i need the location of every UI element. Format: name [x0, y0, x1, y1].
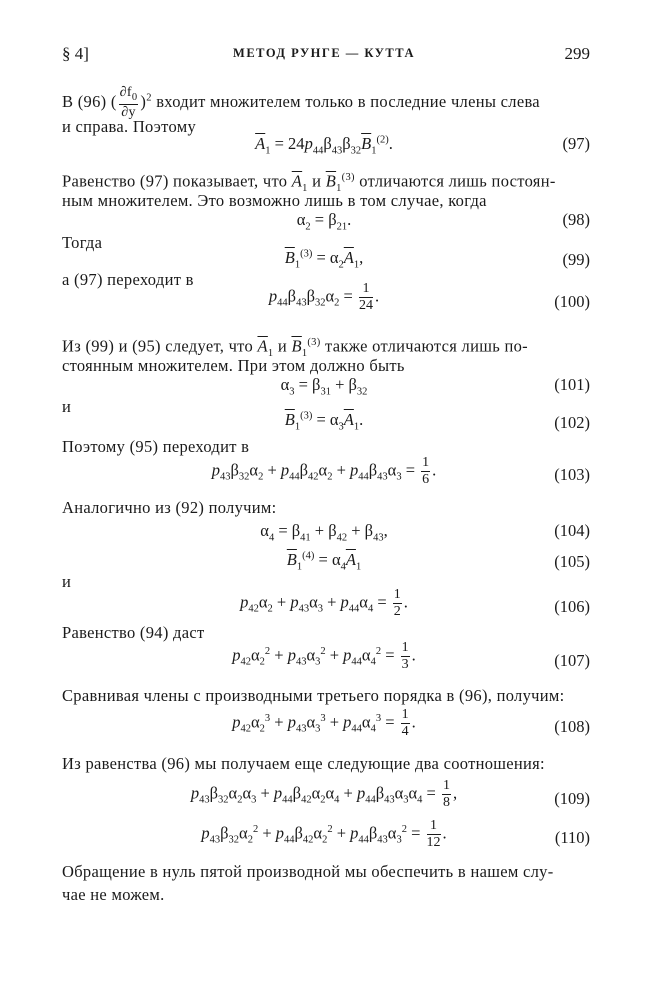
equation-number-105: (105) — [554, 552, 590, 571]
equation-number-99: (99) — [562, 250, 590, 269]
paragraph-5-line-2: стоянным множителем. При этом должно быть — [62, 356, 405, 375]
equation-103: $p_{43}\beta_{32}\alpha_2 + p_{44}\beta_{42}\alpha_2 + p_{44}\beta_{43}\alpha_3$ = $\frac{1}{6}$ . — [211, 455, 437, 487]
equation-number-102: (102) — [554, 413, 590, 432]
equation-number-98: (98) — [562, 210, 590, 229]
p1-post: входит множителем только в последние члены слева — [156, 91, 540, 111]
paragraph-4: а (97) переходит в — [62, 270, 194, 289]
running-title: МЕТОД РУНГЕ — КУТТА — [233, 46, 415, 60]
equation-number-100: (100) — [554, 292, 590, 311]
equation-110: $p_{43}\beta_{32}\alpha_2^2 + p_{44}\beta_{42}\alpha_2^2 + p_{44}\beta_{43}\alpha_3^2$ = $\frac{1}{12}$ . — [201, 818, 447, 850]
equation-104: $\alpha_4 = \beta_{41} + \beta_{42} + \beta_{43}$, — [260, 521, 388, 544]
partial-derivative-squared: ( $\frac{\partial f_0}{\partial y}$ )$^2$ — [110, 85, 152, 121]
equation-101: $\alpha_3 = \beta_{31} + \beta_{32}$ — [280, 375, 368, 398]
equation-number-97: (97) — [562, 134, 590, 153]
equation-108: $p_{42}\alpha_2^3 + p_{43}\alpha_3^3 + p_{44}\alpha_4^3$ = $\frac{1}{4}$ . — [232, 707, 416, 739]
equation-number-104: (104) — [554, 521, 590, 540]
p5-text-b: также отличаются лишь по- — [324, 336, 528, 356]
equation-number-106: (106) — [554, 597, 590, 616]
paragraph-2-line-2: ным множителем. Это возможно лишь в том случае, когда — [62, 191, 487, 210]
p2-and: и — [312, 171, 322, 191]
paragraph-13: Обращение в нуль пятой производной мы обеспечить в нашем слу- — [62, 862, 554, 881]
paragraph-11: Сравнивая члены с производными третьего порядка в (96), получим: — [62, 686, 565, 705]
p5-and: и — [277, 336, 287, 356]
paragraph-3: Тогда — [62, 233, 103, 252]
equation-109: $p_{43}\beta_{32}\alpha_2\alpha_3 + p_{44}\beta_{42}\alpha_2\alpha_4 + p_{44}\beta_{43}\alpha_3\alpha_4$ = $\frac{1}{8}$ , — [190, 778, 458, 810]
equation-106: $p_{42}\alpha_2 + p_{43}\alpha_3 + p_{44}\alpha_4$ = $\frac{1}{2}$ . — [240, 587, 408, 619]
section-marker: § 4] — [62, 44, 89, 63]
equation-99: $\overline{B}_1^{(3)} = \alpha_2\overline{A}_1$, — [284, 248, 364, 271]
paragraph-9: и — [62, 572, 72, 591]
paragraph-6: и — [62, 397, 72, 416]
equation-number-110: (110) — [554, 828, 590, 847]
equation-number-103: (103) — [554, 465, 590, 484]
paragraph-2: Равенство (97) показывает, что $\overline{A}_1$ и $\overline{B}_1^{(3)}$ отличаются лишь постоян- — [62, 171, 556, 194]
equation-107: $p_{42}\alpha_2^2 + p_{43}\alpha_3^2 + p_{44}\alpha_4^2$ = $\frac{1}{3}$ . — [232, 640, 416, 672]
equation-98: $\alpha_2 = \beta_{21}$. — [296, 210, 352, 233]
p1-pre: В (96) — [62, 91, 107, 111]
equation-number-109: (109) — [554, 789, 590, 808]
equation-102: $\overline{B}_1^{(3)} = \alpha_3\overline{A}_1$. — [284, 410, 364, 433]
equation-number-107: (107) — [554, 651, 590, 670]
p2-text-a: Равенство (97) показывает, что — [62, 171, 288, 191]
paragraph-8: Аналогично из (92) получим: — [62, 498, 277, 517]
page-number: 299 — [564, 44, 590, 63]
equation-97: $\overline{A}_1 = 24p_{44}\beta_{43}\beta_{32}\overline{B}_1^{(2)}$. — [255, 134, 393, 157]
paragraph-10: Равенство (94) даст — [62, 623, 205, 642]
p5-text-a: Из (99) и (95) следует, что — [62, 336, 254, 356]
equation-number-101: (101) — [554, 375, 590, 394]
p2-text-b: отличаются лишь постоян- — [359, 171, 556, 191]
paragraph-12: Из равенства (96) мы получаем еще следующие два соотношения: — [62, 754, 545, 773]
equation-105: $\overline{B}_1^{(4)} = \alpha_4\overline{A}_1$ — [286, 550, 362, 573]
equation-number-108: (108) — [554, 717, 590, 736]
equation-100: $p_{44}\beta_{43}\beta_{32}\alpha_2$ = $\frac{1}{24}$ . — [268, 281, 380, 313]
paragraph-5: Из (99) и (95) следует, что $\overline{A}_1$ и $\overline{B}_1^{(3)}$ также отличаются лишь по- — [62, 336, 528, 359]
paragraph-1-line-2: и справа. Поэтому — [62, 117, 196, 136]
paragraph-13-line-2: чае не можем. — [62, 885, 165, 904]
paragraph-7: Поэтому (95) переходит в — [62, 437, 250, 456]
